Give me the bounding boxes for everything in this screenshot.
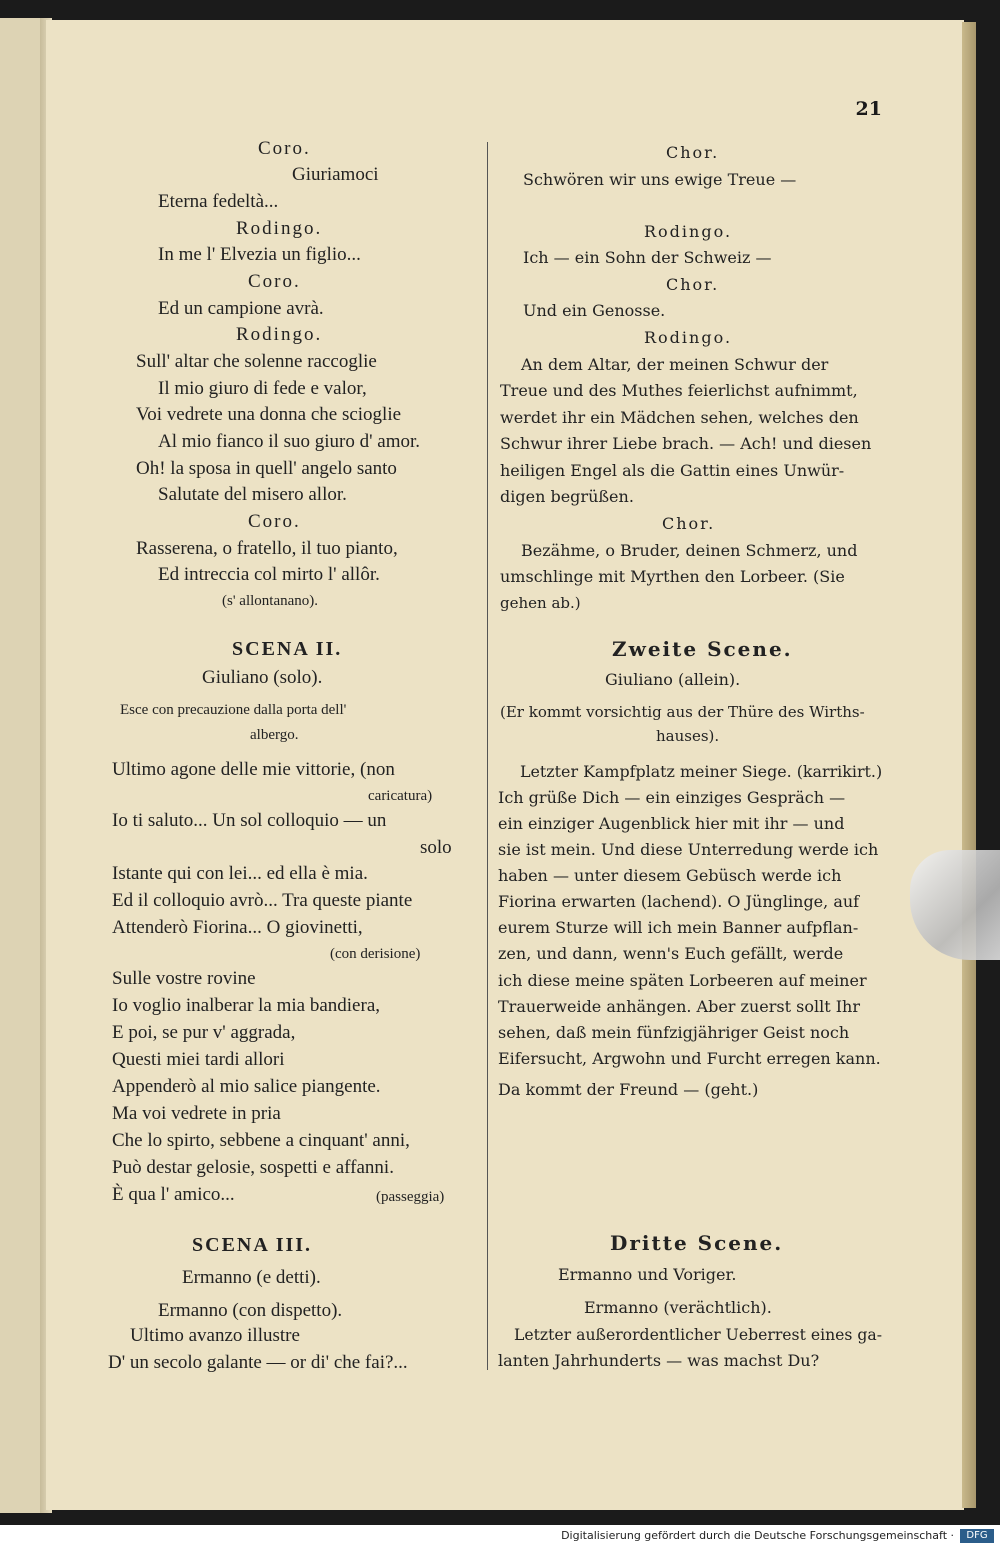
page-number: 21	[855, 98, 882, 120]
verse-line: D' un secolo galante — or di' che fai?...	[108, 1352, 408, 1373]
stage-direction: (passeggia)	[376, 1189, 445, 1205]
stage-direction: (s' allontanano).	[222, 593, 319, 609]
prose-line: Eifersucht, Argwohn und Furcht erregen kann.	[498, 1049, 881, 1068]
verse-line: Istante qui con lei... ed ella è mia.	[112, 863, 368, 884]
speaker-giuliano: Giuliano (allein).	[605, 670, 741, 689]
verse-line: Io ti saluto... Un sol colloquio — un	[112, 810, 387, 831]
page-fore-edge	[962, 22, 976, 1508]
verse-line: Ed un campione avrà.	[158, 298, 324, 319]
scene-heading: Dritte Scene.	[610, 1231, 784, 1255]
prose-line: ein einziger Augenblick hier mit ihr — und	[498, 814, 845, 833]
prose-line: lanten Jahrhunderts — was machst Du?	[498, 1351, 820, 1370]
prose-line: Und ein Genosse.	[523, 301, 666, 320]
prose-line: Bezähme, o Bruder, deinen Schmerz, und	[521, 541, 858, 560]
verse-line: E poi, se pur v' aggrada,	[112, 1022, 296, 1043]
footer-bar	[0, 1525, 1000, 1548]
stage-direction: albergo.	[250, 727, 299, 743]
speaker-chor: Chor.	[666, 275, 720, 294]
prose-line: umschlinge mit Myrthen den Lorbeer. (Sie	[500, 567, 845, 586]
verse-line: Eterna fedeltà...	[158, 191, 279, 212]
speaker-rodingo: Rodingo.	[644, 328, 733, 347]
prose-line: werdet ihr ein Mädchen sehen, welches den	[500, 408, 859, 427]
scene-heading: Zweite Scene.	[612, 637, 793, 661]
verse-line: Oh! la sposa in quell' angelo santo	[136, 458, 397, 479]
speaker-ermanno: Ermanno (verächtlich).	[584, 1298, 772, 1317]
verse-line: Rasserena, o fratello, il tuo pianto,	[136, 538, 398, 559]
verse-line: Ma voi vedrete in pria	[112, 1103, 281, 1124]
stage-direction: (Er kommt vorsichtig aus der Thüre des Wirths-	[500, 703, 865, 721]
verse-line: Sulle vostre rovine	[112, 968, 256, 989]
prose-line: Treue und des Muthes feierlichst aufnimmt,	[500, 381, 858, 400]
prose-line: Ich grüße Dich — ein einziges Gespräch —	[498, 788, 846, 807]
verse-line: Può destar gelosie, sospetti e affanni.	[112, 1157, 394, 1178]
speaker-ermanno: Ermanno (con dispetto).	[158, 1300, 343, 1321]
prose-line: sehen, daß mein fünfzigjähriger Geist noch	[498, 1023, 850, 1042]
prose-line: Da kommt der Freund — (geht.)	[498, 1080, 759, 1099]
verse-line: Ed il colloquio avrò... Tra queste piante	[112, 890, 413, 911]
speaker-chor: Chor.	[666, 143, 720, 162]
speaker-rodingo: Rodingo.	[236, 218, 323, 239]
stage-direction: gehen ab.)	[500, 594, 581, 612]
stage-direction: hauses).	[656, 727, 720, 745]
speaker-chor: Chor.	[662, 514, 716, 533]
stage-direction: caricatura)	[368, 788, 433, 804]
verse-line: Ultimo agone delle mie vittorie, (non	[112, 759, 395, 780]
verse-line: Voi vedrete una donna che scioglie	[136, 404, 402, 425]
verse-line: Io voglio inalberar la mia bandiera,	[112, 995, 381, 1016]
prose-line: haben — unter diesem Gebüsch werde ich	[498, 866, 842, 885]
verse-line: Ultimo avanzo illustre	[130, 1325, 300, 1346]
verse-line: In me l' Elvezia un figlio...	[158, 244, 361, 265]
prose-line: Schwören wir uns ewige Treue —	[523, 170, 797, 189]
prose-line: Schwur ihrer Liebe brach. — Ach! und diesen	[500, 434, 872, 453]
previous-page-edge	[0, 18, 44, 1513]
stage-direction: (con derisione)	[330, 946, 421, 962]
prose-line: Letzter Kampfplatz meiner Siege. (karrikirt.)	[520, 762, 883, 781]
prose-line: zen, und dann, wenn's Euch gefällt, werde	[498, 944, 844, 963]
column-divider	[487, 142, 488, 1370]
speaker-coro: Coro.	[258, 138, 311, 159]
footer-credit: Digitalisierung gefördert durch die Deutsche Forschungsgemeinschaft ·	[561, 1529, 954, 1542]
verse-line: È qua l' amico...	[112, 1184, 235, 1205]
verse-line: Che lo spirto, sebbene a cinquant' anni,	[112, 1130, 410, 1151]
prose-line: heiligen Engel als die Gattin eines Unwür-	[500, 461, 845, 480]
speaker-rodingo: Rodingo.	[236, 324, 323, 345]
verse-line: Giuriamoci	[292, 164, 379, 185]
verse-line: Appenderò al mio salice piangente.	[112, 1076, 381, 1097]
prose-line: Ich — ein Sohn der Schweiz —	[523, 248, 772, 267]
stage-direction: Esce con precauzione dalla porta dell'	[120, 702, 347, 718]
speaker-coro: Coro.	[248, 271, 301, 292]
speaker-rodingo: Rodingo.	[644, 222, 733, 241]
prose-line: An dem Altar, der meinen Schwur der	[521, 355, 829, 374]
prose-line: Letzter außerordentlicher Ueberrest eines ga-	[514, 1325, 883, 1344]
speaker-ermanno: Ermanno (e detti).	[182, 1267, 321, 1288]
prose-line: Fiorina erwarten (lachend). O Jünglinge, auf	[498, 892, 860, 911]
speaker-coro: Coro.	[248, 511, 301, 532]
verse-line: Il mio giuro di fede e valor,	[158, 378, 367, 399]
prose-line: digen begrüßen.	[500, 487, 634, 506]
verse-line: solo	[420, 837, 452, 858]
scene-heading: SCENA II.	[232, 638, 343, 660]
verse-line: Ed intreccia col mirto l' allôr.	[158, 564, 380, 585]
verse-line: Salutate del misero allor.	[158, 484, 347, 505]
prose-line: Trauerweide anhängen. Aber zuerst sollt Ihr	[498, 997, 860, 1016]
dfg-logo: DFG	[960, 1529, 994, 1543]
prose-line: eurem Sturze will ich mein Banner aufpflan-	[498, 918, 859, 937]
verse-line: Attenderò Fiorina... O giovinetti,	[112, 917, 363, 938]
verse-line: Questi miei tardi allori	[112, 1049, 285, 1070]
prose-line: sie ist mein. Und diese Unterredung werde ich	[498, 840, 879, 859]
scene-heading: SCENA III.	[192, 1234, 313, 1256]
prose-line: ich diese meine späten Lorbeeren auf meiner	[498, 971, 867, 990]
speaker-ermanno: Ermanno und Voriger.	[558, 1265, 737, 1284]
speaker-giuliano: Giuliano (solo).	[202, 667, 323, 688]
verse-line: Sull' altar che solenne raccoglie	[136, 351, 377, 372]
verse-line: Al mio fianco il suo giuro d' amor.	[158, 431, 421, 452]
